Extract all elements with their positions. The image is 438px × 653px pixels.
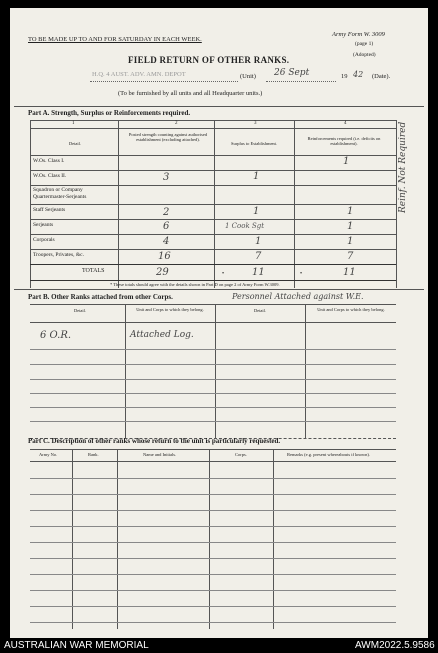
ptes-reinf: 7 (347, 251, 354, 262)
part-b-header-unit-2: Unit and Corps to which they belong. (317, 307, 385, 312)
form-page (10, 8, 428, 638)
part-a-title: Part A. Strength, Surplus or Reinforcements required. (28, 109, 191, 117)
adopted-label: (Adopted) (353, 52, 376, 58)
part-b-row-line (30, 349, 396, 350)
date-line (266, 81, 336, 82)
footer-left: AUSTRALIAN WAR MEMORIAL (4, 640, 149, 651)
wo2-posted: 3 (163, 172, 170, 183)
part-b-header-detail-1: Detail. (73, 308, 87, 313)
part-a-rule (30, 280, 396, 281)
part-b-annotation: Personnel Attached against W.E. (232, 292, 364, 301)
cpls-posted: 4 (163, 236, 170, 247)
part-c-header-name: Name and Initials. (143, 452, 177, 457)
part-a-rule (30, 234, 396, 235)
part-c-vline (117, 449, 118, 629)
footer-right: AWM2022.5.9586 (355, 640, 435, 651)
part-c-row-line (30, 574, 396, 575)
part-b-row-line (30, 379, 396, 380)
part-b-vline (305, 304, 306, 438)
part-c-header-corps: Corps. (235, 452, 247, 457)
part-c-row-line (30, 542, 396, 543)
cpls-reinf: 1 (347, 236, 354, 247)
part-b-header-unit-1: Unit and Corps to which they belong. (136, 307, 204, 312)
totals-bullet: • (300, 271, 303, 277)
unit-value: H.Q. 4 AUST. ADV. AMN. DEPOT (92, 71, 186, 78)
part-c-vline (273, 449, 274, 629)
part-b-entry-unit: Attached Log. (130, 330, 194, 340)
row-label-ptes: Troopers, Privates, &c. (33, 252, 84, 258)
totals-bullet: • (222, 271, 225, 277)
part-c-header-remarks: Remarks (e.g. present whereabouts if known). (287, 452, 370, 457)
part-b-row-line (30, 421, 396, 422)
part-c-row-line (30, 494, 396, 495)
staff-reinf: 1 (347, 206, 354, 217)
part-c-row-line (30, 510, 396, 511)
part-a-rule (30, 185, 396, 186)
col-header-posted: Posted strength counting against authorised establishment (excluding attached). (128, 132, 208, 142)
row-label-staff-sgts: Staff Serjeants (33, 207, 66, 213)
part-b-entry-detail: 6 O.R. (40, 330, 72, 341)
part-b-row-line (30, 364, 396, 365)
part-c-vline (209, 449, 210, 629)
part-a-rule (30, 219, 396, 220)
row-label-sgts: Serjeants (33, 222, 54, 228)
year-value: 42 (353, 70, 364, 79)
form-subtitle: (To be furnished by all units and all Headquarter units.) (118, 90, 263, 97)
part-a-rule (30, 120, 396, 121)
totals-note: * These totals should agree with the details shown in Part D on page 2 of Army Form W.3009. (110, 282, 280, 287)
part-c-rule (30, 461, 396, 462)
part-b-title: Part B. Other Ranks attached from other Corps. (28, 293, 173, 301)
totals-posted: 29 (156, 267, 169, 278)
col-number-2: 2 (175, 121, 178, 126)
sgts-reinf: 1 (347, 221, 354, 232)
col-header-detail: Detail. (68, 141, 82, 146)
part-c-rule (30, 449, 396, 450)
col-number-3: 3 (254, 121, 257, 126)
part-b-row-line (30, 407, 396, 408)
totals-surplus: 11 (252, 267, 265, 278)
sgts-posted: 6 (163, 221, 170, 232)
part-c-row-line (30, 526, 396, 527)
part-a-rule (30, 264, 396, 265)
col-header-surplus: Surplus to Establishment. (230, 141, 278, 146)
part-b-top (14, 289, 424, 290)
row-label-cqms: Squadron or Company Quartermaster-Serjeants (33, 187, 87, 200)
part-c-header-rank: Rank. (88, 452, 99, 457)
part-a-rule (30, 204, 396, 205)
part-a-rule (30, 155, 396, 156)
col-number-1: 1 (72, 121, 75, 126)
ptes-surplus: 7 (255, 251, 262, 262)
form-title: FIELD RETURN OF OTHER RANKS. (128, 55, 290, 65)
part-a-rule (30, 170, 396, 171)
part-a-rule (30, 128, 396, 129)
margin-note: Reinf. Not Required (398, 121, 408, 213)
totals-label: TOTALS (82, 268, 105, 274)
unit-line (90, 81, 238, 82)
part-c-row-line (30, 622, 396, 623)
row-label-cpls: Corporals (33, 237, 55, 243)
col-header-reinf: Reinforcements required (i.e. deficits on establishment). (307, 136, 381, 146)
year-prefix: 19 (341, 73, 348, 80)
staff-surplus: 1 (253, 206, 260, 217)
date-value: 26 Sept (274, 68, 310, 78)
part-c-row-line (30, 606, 396, 607)
form-number: Army Form W. 3009 (332, 31, 385, 38)
part-a-vline (396, 120, 397, 288)
part-c-row-line (30, 558, 396, 559)
page-number: (page 1) (355, 41, 374, 47)
part-c-header-army-no: Army No. (39, 452, 58, 457)
part-b-rule (30, 304, 396, 305)
wo1-reinf: 1 (343, 156, 350, 167)
unit-label: (Unit) (240, 73, 256, 80)
part-c-vline (72, 449, 73, 629)
sgts-surplus: 1 Cook Sgt (225, 222, 265, 230)
row-label-wo1: W.Os. Class I. (33, 158, 65, 164)
part-b-vline (215, 304, 216, 438)
col-number-4: 4 (344, 121, 347, 126)
row-label-wo2: W.Os. Class II. (33, 173, 67, 179)
instruction-text: TO BE MADE UP TO AND FOR SATURDAY IN EACH WEEK. (28, 36, 202, 43)
cpls-surplus: 1 (255, 236, 262, 247)
part-c-title: Part C. Description of other ranks whose return to the unit is particularly requested. (28, 437, 281, 445)
divider-top (14, 106, 424, 107)
wo2-surplus: 1 (253, 171, 260, 182)
staff-posted: 2 (163, 207, 170, 218)
ptes-posted: 16 (158, 251, 171, 262)
date-label: (Date). (372, 73, 391, 80)
part-a-rule (30, 249, 396, 250)
part-b-rule (30, 322, 396, 323)
part-b-header-detail-2: Detail. (253, 308, 267, 313)
part-b-vline (125, 304, 126, 438)
part-b-row-line (30, 393, 396, 394)
totals-reinf: 11 (343, 267, 356, 278)
part-c-row-line (30, 478, 396, 479)
part-c-row-line (30, 590, 396, 591)
